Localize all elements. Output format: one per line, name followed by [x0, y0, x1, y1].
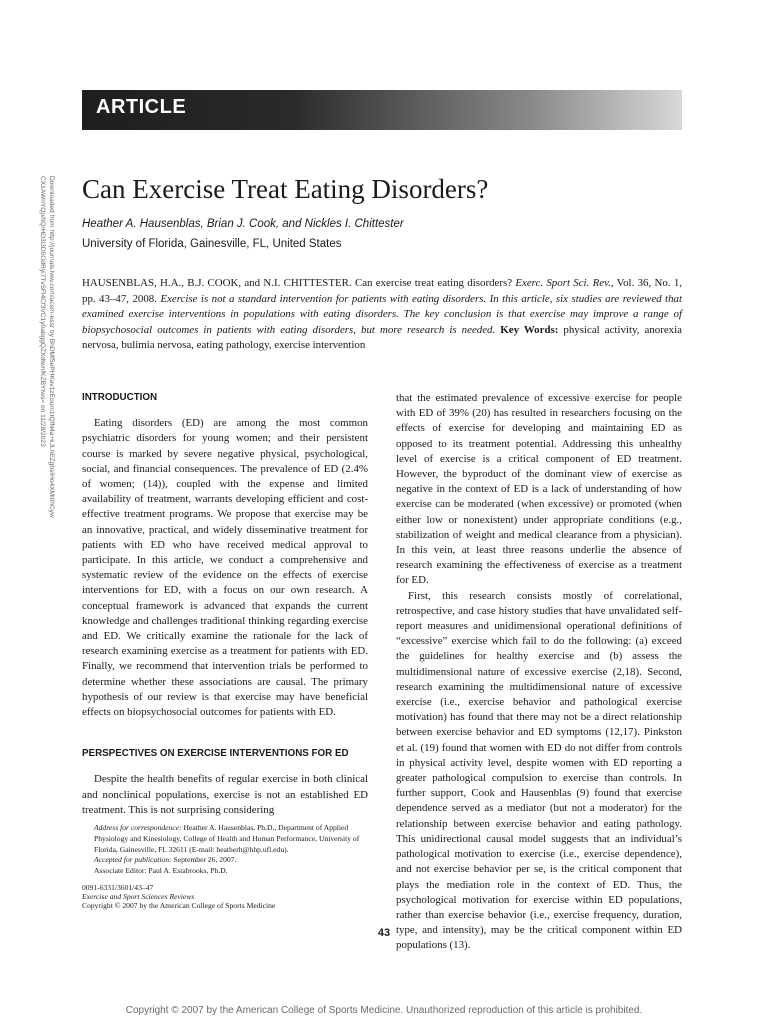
section-heading-perspectives: PERSPECTIVES ON EXERCISE INTERVENTIONS FOR ED [82, 748, 349, 760]
right-paragraph-1: that the estimated prevalence of excessive exercise for people with ED of 39% (20) has resulted in researchers focusing on the effects of exercise for developing and maintaining ED as opposed to its treatment potential. Addressing this unhealthy level of exercise is a critical component of ED treatment. However, the byproduct of the dominant view of exercise as negative in the context of ED is a lack of understanding of how exercise can be moderated (when excessive) or promoted (when either low or nonexistent) under appropriate conditions (e.g., stabilization of weight and medical clearance from a physician). In this vein, at least three reasons underlie the absence of research examining the effectiveness of exercise as a treatment for ED. [396, 392, 682, 587]
abstract [82, 276, 682, 354]
download-watermark-text: Downloaded from http://journals.lww.com/acsm-essr by BhDMf5ePHKav1zEoum1tQfN4a+kJLhEZgbsIHo4XMi0hCyw CX1AWnYQp/IlQrHD3i3D0OdRyi7TvSFl4Cf3VC1y0abggQZXdtwnfKZBYtws= on 11/28/2023 [39, 176, 55, 518]
introduction-paragraph: Eating disorders (ED) are among the most common psychiatric disorders for young women; and their persistent course is marked by severe negative physical, psychological, social, and financial consequences. The prevalence of ED (2.4% of women; (14)), coupled with the expense and limited availability of treatment, warrants developing efficient and cost-effective treatment programs. We propose that exercise may be an innovative, practical, and widely disseminative treatment for patients with ED who have received medical approval to participate. In this article, we conduct a comprehensive and systematic review of the evidence on the effects of exercise interventions for ED, with a focus on our own research. A conceptual framework is advanced that expands the current knowledge and challenges traditional thinking regarding exercise and ED. We critically examine the rationale for the lack of research examining exercise as a treatment for patients with ED. Finally, we recommend that intervention trials be performed to determine whether these associations are causal. The primary hypothesis of our review is that exercise may have beneficial effects on biopsychosocial outcomes for patients with ED. [82, 417, 368, 719]
page-number: 43 [377, 927, 391, 939]
abstract-citation: HAUSENBLAS, H.A., B.J. COOK, and N.I. CHITTESTER. Can exercise treat eating disorders? [82, 277, 516, 289]
article-label: ARTICLE [96, 96, 187, 118]
perspectives-paragraph: Despite the health benefits of regular exercise in both clinical and nonclinical populations, exercise is not an established ED treatment. This is not surprising considering [82, 773, 368, 816]
key-words-label: Key Words: [500, 323, 559, 336]
key-words: physical activity, anorexia nervosa, bulimia nervosa, eating pathology, exercise intervention [82, 323, 682, 351]
article-banner [82, 90, 682, 130]
abstract-text: Exercise is not a standard intervention for patients with eating disorders. In this article, six studies are reviewed that examined exercise interventions in populations with eating disorders. The key conclusion is that exercise may improve a range of biopsychosocial outcomes in patients with eating disorders, but more research is needed. [82, 292, 683, 336]
right-paragraph-2: First, this research consists mostly of correlational, retrospective, and case history studies that have unvalidated self-report measures and unidimensional operational definitions of “excessive” exercise which fail to do the following: (a) exceed the guidelines for healthy exercise and (b) assess the multidimensional nature of excessive exercise (2,18). Second, research examining the multidimensional nature of excessive exercise (i.e., exercise behavior and pathological exercise motivation) has found that there may not be a direct relationship between exercise behavior and ED symptoms (12,17). Pinkston et al. (19) found that women with ED do not differ from controls in physical activity level, despite women with ED reporting a greater pathological compulsion to exercise than controls. In further support, Cook and Hausenblas (9) found that exercise dependence served as a mediator (but not a moderator) for the relationship between exercise behavior and eating pathology. This unidirectional causal model suggests that an individual’s pathological motivation to exercise (i.e., exercise dependence), and not exercise behavior per se, is the critical component that plays the mediation role in the context of ED. Thus, the psychological motivation for exercise within ED populations, rather than exercise behavior (i.e., exercise frequency, duration, type, and intensity), may be the critical component within ED populations (13). [396, 589, 682, 952]
article-authors: Heather A. Hausenblas, Brian J. Cook, and Nickles I. Chittester [82, 218, 404, 230]
download-watermark [8, 176, 56, 636]
correspondence-text: Heather A. Hausenblas, Ph.D., Department of Applied Physiology and Kinesiology, College of Health and Human Performance, University of Florida, Gainesville, FL 32611 (E-mail: heatherh@hhp.ufl.edu). [94, 823, 360, 854]
journal-copyright: Copyright © 2007 by the American College of Sports Medicine [82, 901, 276, 911]
bottom-copyright: Copyright © 2007 by the American College of Sports Medicine. Unauthorized reproduction of this article is prohibited. [125, 1005, 643, 1016]
article-affiliation: University of Florida, Gainesville, FL, United States [82, 238, 342, 250]
publication-info [82, 883, 275, 911]
right-column [396, 391, 682, 954]
accepted-date: September 26, 2007. [171, 855, 237, 865]
journal-line: Exercise and Sport Sciences Reviews [82, 892, 195, 902]
left-column [82, 390, 368, 818]
correspondence-label: Address for correspondence: [94, 823, 182, 832]
correspondence-footnote [82, 823, 372, 877]
associate-editor: Associate Editor: Paul A. Estabrooks, Ph.D. [94, 866, 228, 876]
issn-line: 0091-6331/3601/43–47 [82, 883, 154, 892]
article-title: Can Exercise Treat Eating Disorders? [82, 174, 489, 204]
section-heading-introduction: INTRODUCTION [82, 392, 158, 403]
accepted-label: Accepted for publication: [94, 855, 172, 865]
abstract-journal: Exerc. Sport Sci. Rev. [515, 277, 611, 289]
abstract-volume: , Vol. 36, No. 1, pp. 43–47, 2008. [82, 277, 683, 305]
